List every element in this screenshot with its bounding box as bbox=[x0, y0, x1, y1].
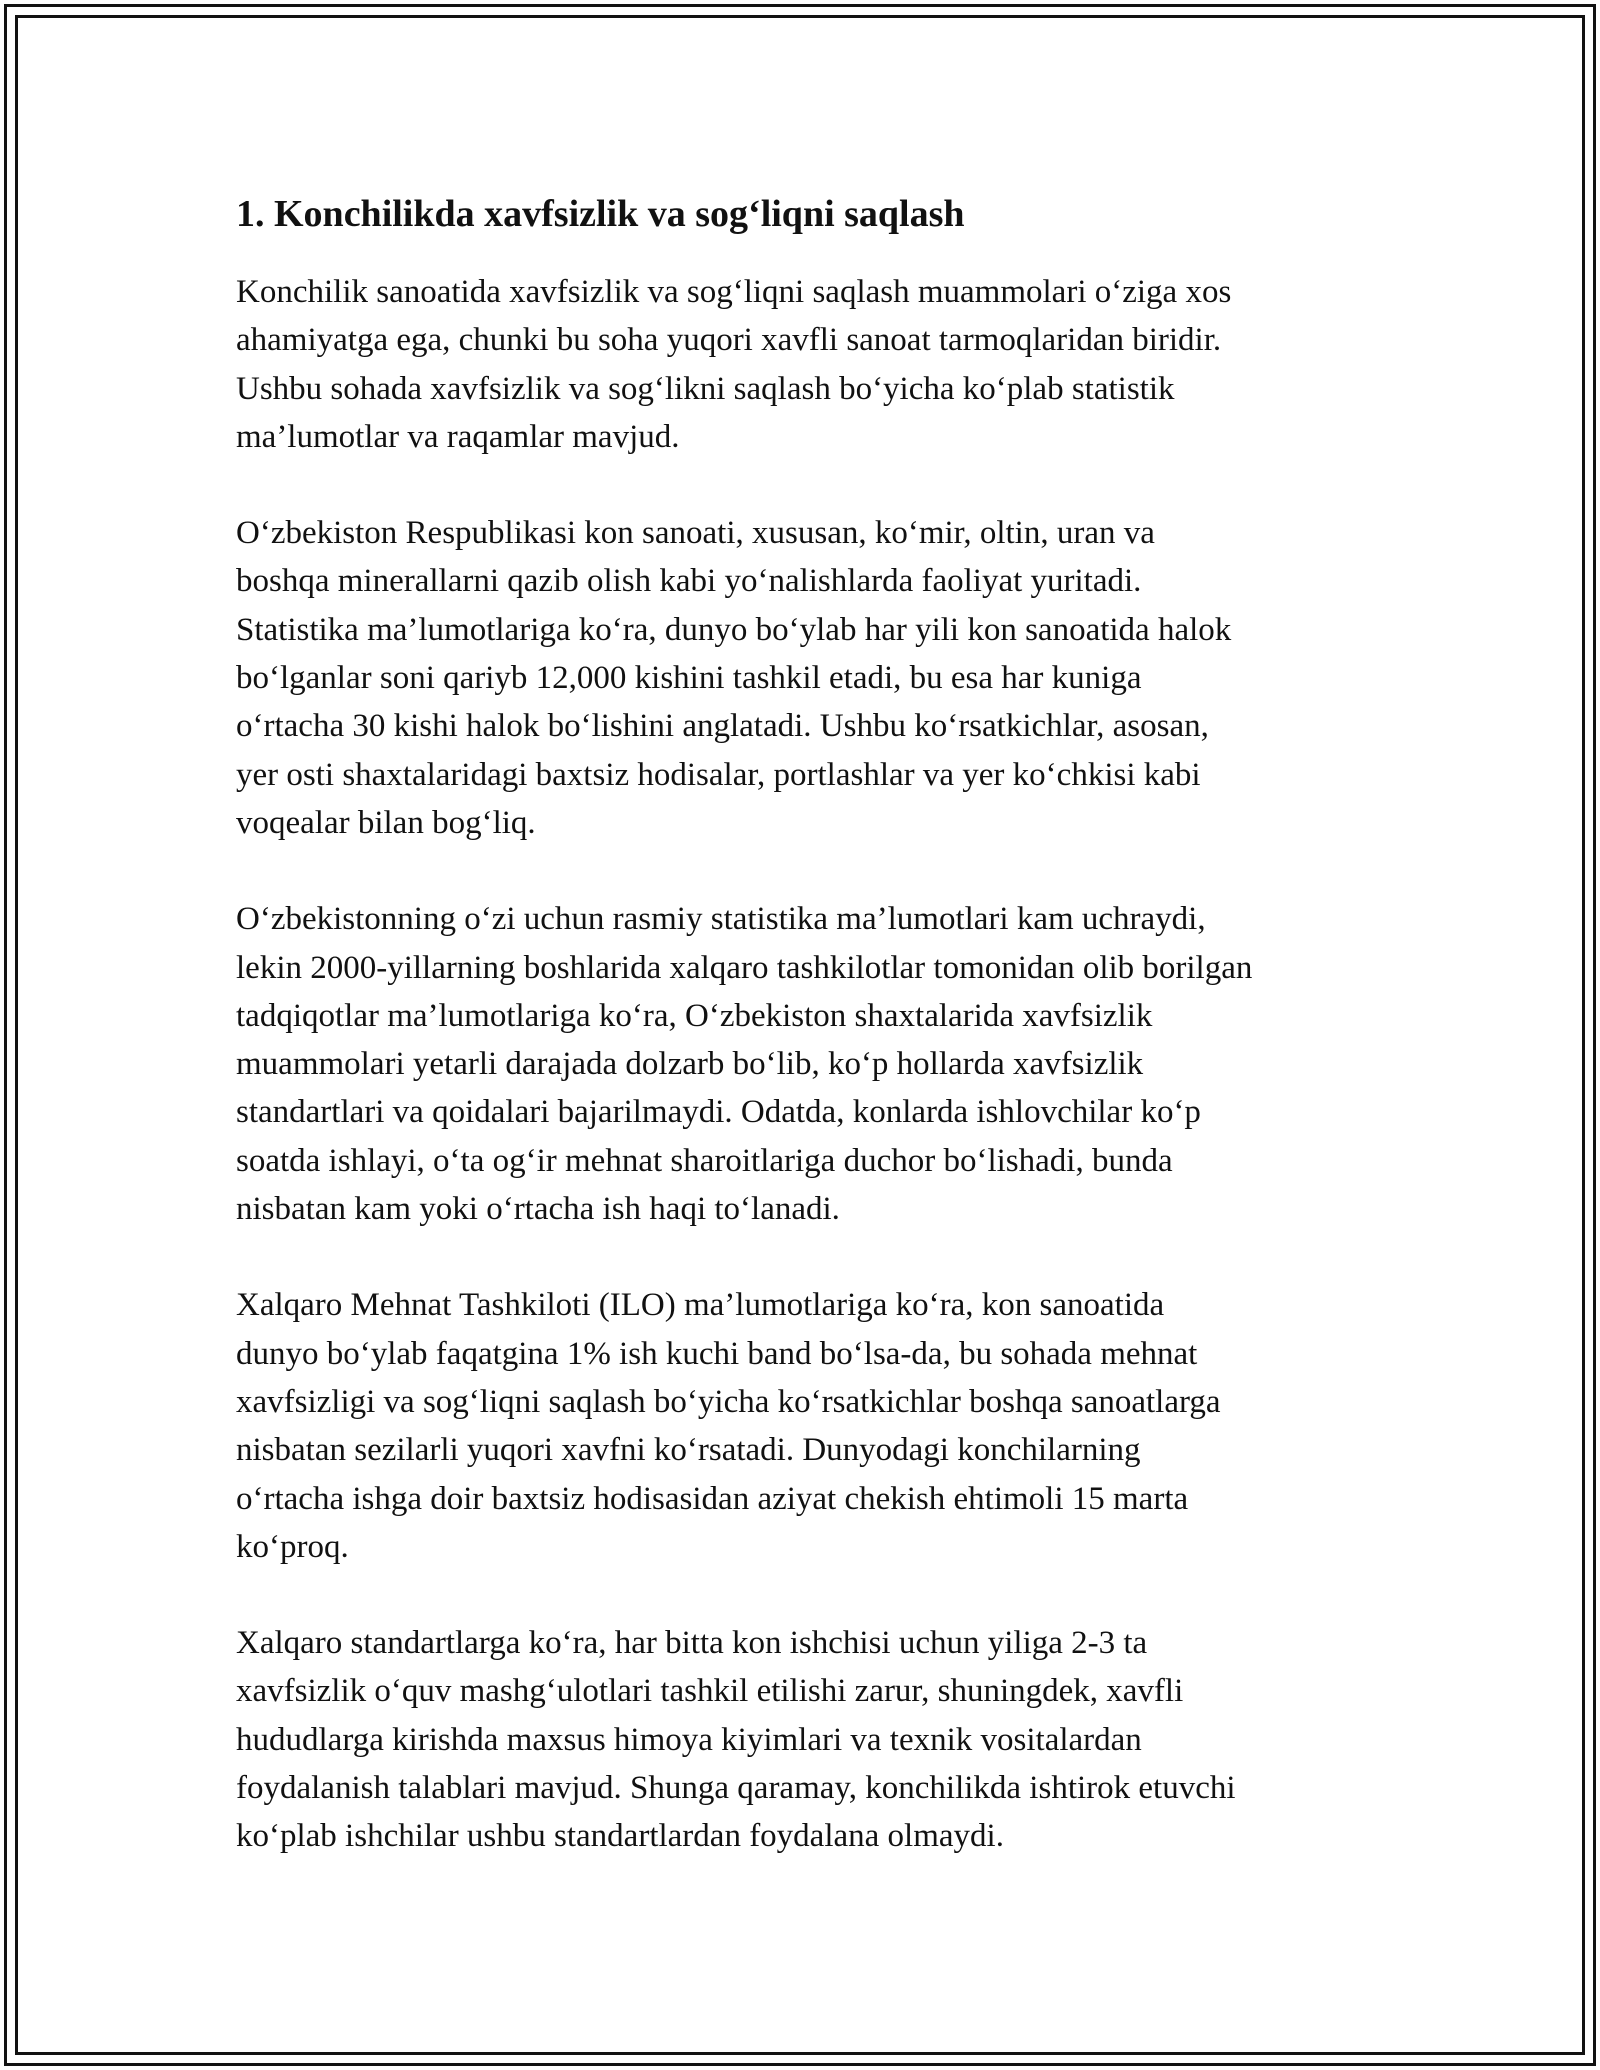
paragraph-international-standards: Xalqaro standartlarga ko‘ra, har bitta kon ishchisi uchun yiliga 2-3 ta xavfsizlik o‘quv mashg‘ulotlari tashkil etilishi zarur, shuningdek, xavfli hududlarga kirishda maxsus himoya kiyimlari va texnik vositalardan foydalanish talablari mavjud. Shunga qaramay, konchilikda ishtirok etuvchi ko‘plab ishchilar ushbu standartlardan foydalana olmaydi. bbox=[236, 1625, 1236, 1855]
paragraph-official-statistics: O‘zbekistonning o‘zi uchun rasmiy statistika ma’lumotlari kam uchraydi, lekin 2000-yillarning boshlarida xalqaro tashkilotlar tomonidan olib borilgan tadqiqotlar ma’lumotlariga ko‘ra, O‘zbekiston shaxtalarida xavfsizlik muammolari yetarli darajada dolzarb bo‘lib, ko‘p hollarda xavfsizlik standartlari va qoidalari bajarilmaydi. Odatda, konlarda ishlovchilar ko‘p soatda ishlayi, o‘ta og‘ir mehnat sharoitlariga duchor bo‘lishadi, bunda nisbatan kam yoki o‘rtacha ish haqi to‘lanadi. bbox=[236, 901, 1253, 1228]
paragraph-ilo-data: Xalqaro Mehnat Tashkiloti (ILO) ma’lumotlariga ko‘ra, kon sanoatida dunyo bo‘ylab faqatgina 1% ish kuchi band bo‘lsa-da, bu sohada mehnat xavfsizligi va sog‘liqni saqlash bo‘yicha ko‘rsatkichlar boshqa sanoatlarga nisbatan sezilarli yuqori xavfni ko‘rsatadi. Dunyodagi konchilarning o‘rtacha ishga doir baxtsiz hodisasidan aziyat chekish ehtimoli 15 marta ko‘proq. bbox=[236, 1287, 1221, 1565]
paragraph-uzbekistan-mining: O‘zbekiston Respublikasi kon sanoati, xususan, ko‘mir, oltin, uran va boshqa minerallarni qazib olish kabi yo‘nalishlarda faoliyat yuritadi. Statistika ma’lumotlariga ko‘ra, dunyo bo‘ylab har yili kon sanoatida halok bo‘lganlar soni qariyb 12,000 kishini tashkil etadi, bu esa har kuniga o‘rtacha 30 kishi halok bo‘lishini anglatadi. Ushbu ko‘rsatkichlar, asosan, yer osti shaxtalaridagi baxtsiz hodisalar, portlashlar va yer ko‘chkisi kabi voqealar bilan bog‘liq. bbox=[236, 515, 1232, 841]
document-body bbox=[236, 190, 1416, 1909]
section-title: 1. Konchilikda xavfsizlik va sog‘liqni saqlash bbox=[236, 193, 965, 235]
paragraph-intro: Konchilik sanoatida xavfsizlik va sog‘liqni saqlash muammolari o‘ziga xos ahamiyatga ega, chunki bu soha yuqori xavfli sanoat tarmoqlaridan biridir. Ushbu sohada xavfsizlik va sog‘likni saqlash bo‘yicha ko‘plab statistik ma’lumotlar va raqamlar mavjud. bbox=[236, 274, 1232, 455]
